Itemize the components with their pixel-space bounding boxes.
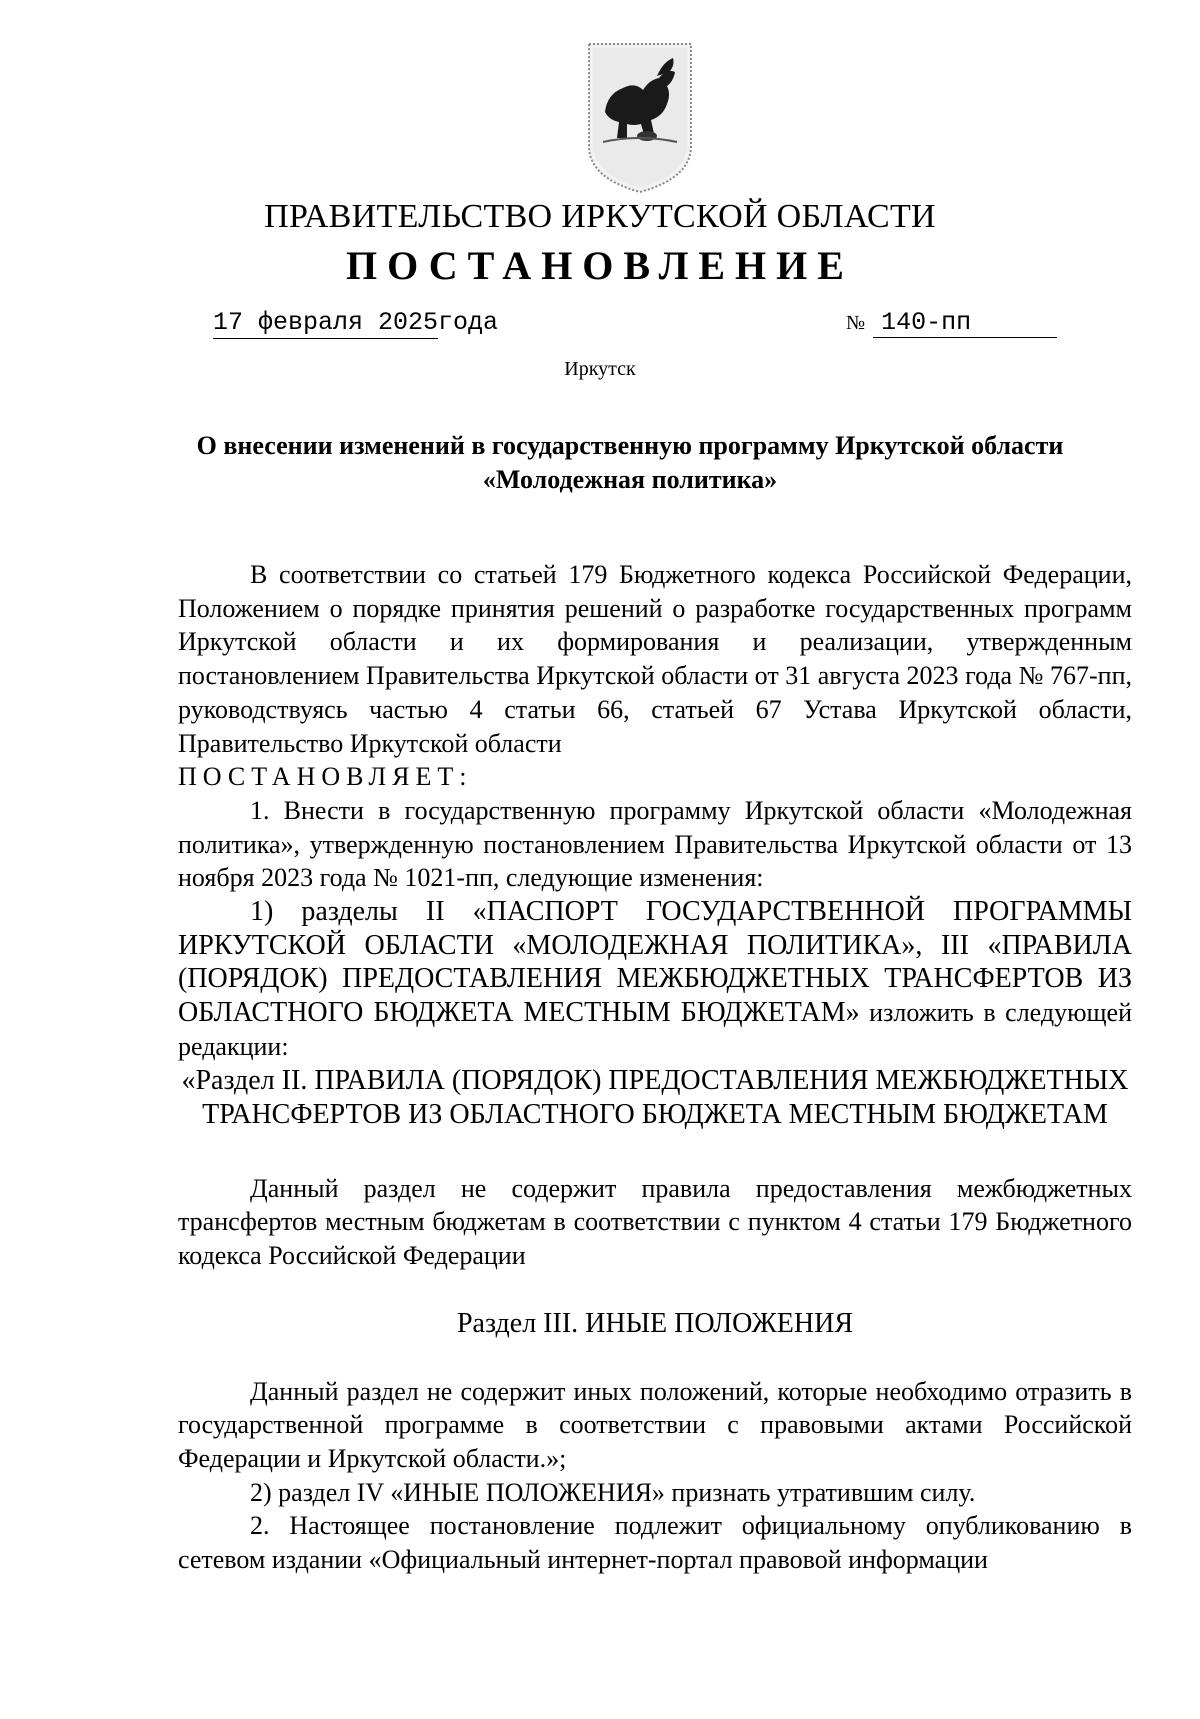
preamble-paragraph: В соответствии со статьей 179 Бюджетного кодекса Российской Федерации, Положением о порядке принятия решений о разработке государственных программ Иркутской области и их формирования и реализации, утвержденным постановлением Правительства Иркутской области от 31 августа 2023 года № 767-пп, руководствуясь частью 4 статьи 66, статьей 67 Устава Иркутской области, Правительство Иркутской области (178, 560, 1132, 758)
document-type-heading: ПОСТАНОВЛЕНИЕ (346, 243, 854, 288)
decree-title-line-1: О внесении изменений в государственную программу Иркутской области (196, 431, 1064, 460)
clause-1-1-caps: 1) разделы II «ПАСПОРТ ГОСУДАРСТВЕННОЙ ПРОГРАММЫ ИРКУТСКОЙ ОБЛАСТИ «МОЛОДЕЖНАЯ ПОЛИТИКА», III «ПРАВИЛА (ПОРЯДОК) ПРЕДОСТАВЛЕНИЯ МЕЖБЮДЖЕТНЫХ ТРАНСФЕРТОВ ИЗ ОБЛАСТНОГО БЮДЖЕТА МЕСТНЫМ БЮДЖЕТАМ» (178, 896, 1132, 1029)
decree-date-suffix: года (438, 308, 499, 337)
decree-number (846, 308, 1057, 338)
clause-1-1-tail: изложить в следующей редакции: (178, 998, 1132, 1061)
resolve-word: ПОСТАНОВЛЯЕТ: (178, 762, 473, 792)
city-name: Иркутск (564, 358, 636, 380)
clause-1-1-paragraph (178, 895, 1132, 1064)
section-3-text: Данный раздел не содержит иных положений, которые необходимо отразить в государственной программе в соответствии с правовыми актами Российской Федерации и Иркутской области.»; (178, 1376, 1132, 1474)
decree-title (150, 429, 1110, 497)
decree-number-value: 140-пп (873, 308, 1057, 338)
clause-2-paragraph: 2. Настоящее постановление подлежит официальному опубликованию в сетевом издании «Официальный интернет-портал правовой информации (178, 1511, 1132, 1575)
decree-date-value: 17 февраля 2025 (213, 308, 439, 337)
clause-1-paragraph: 1. Внести в государственную программу Иркутской области «Молодежная политика», утвержденную постановлением Правительства Иркутской области от 13 ноября 2023 года № 1021-пп, следующие изменения: (178, 795, 1132, 893)
decree-date (213, 308, 498, 337)
section-2-heading-line-1: «Раздел II. ПРАВИЛА (ПОРЯДОК) ПРЕДОСТАВЛЕНИЯ МЕЖБЮДЖЕТНЫХ (181, 1064, 1129, 1096)
section-2-heading (178, 1064, 1132, 1132)
clause-1-2-paragraph: 2) раздел IV «ИНЫЕ ПОЛОЖЕНИЯ» признать утратившим силу. (250, 1477, 976, 1507)
section-3-heading: Раздел III. ИНЫЕ ПОЛОЖЕНИЯ (456, 1307, 853, 1339)
decree-title-line-2: «Молодежная политика» (482, 465, 778, 494)
government-name: ПРАВИТЕЛЬСТВО ИРКУТСКОЙ ОБЛАСТИ (264, 198, 936, 235)
number-sign: № (846, 312, 866, 334)
decree-body (178, 558, 1132, 1577)
section-2-text: Данный раздел не содержит правила предоставления межбюджетных трансфертов местным бюджетам в соответствии с пунктом 4 статьи 179 Бюджетного кодекса Российской Федерации (178, 1173, 1132, 1270)
section-2-heading-line-2: ТРАНСФЕРТОВ ИЗ ОБЛАСТНОГО БЮДЖЕТА МЕСТНЫМ БЮДЖЕТАМ (202, 1098, 1108, 1130)
coat-of-arms-emblem (583, 38, 697, 196)
